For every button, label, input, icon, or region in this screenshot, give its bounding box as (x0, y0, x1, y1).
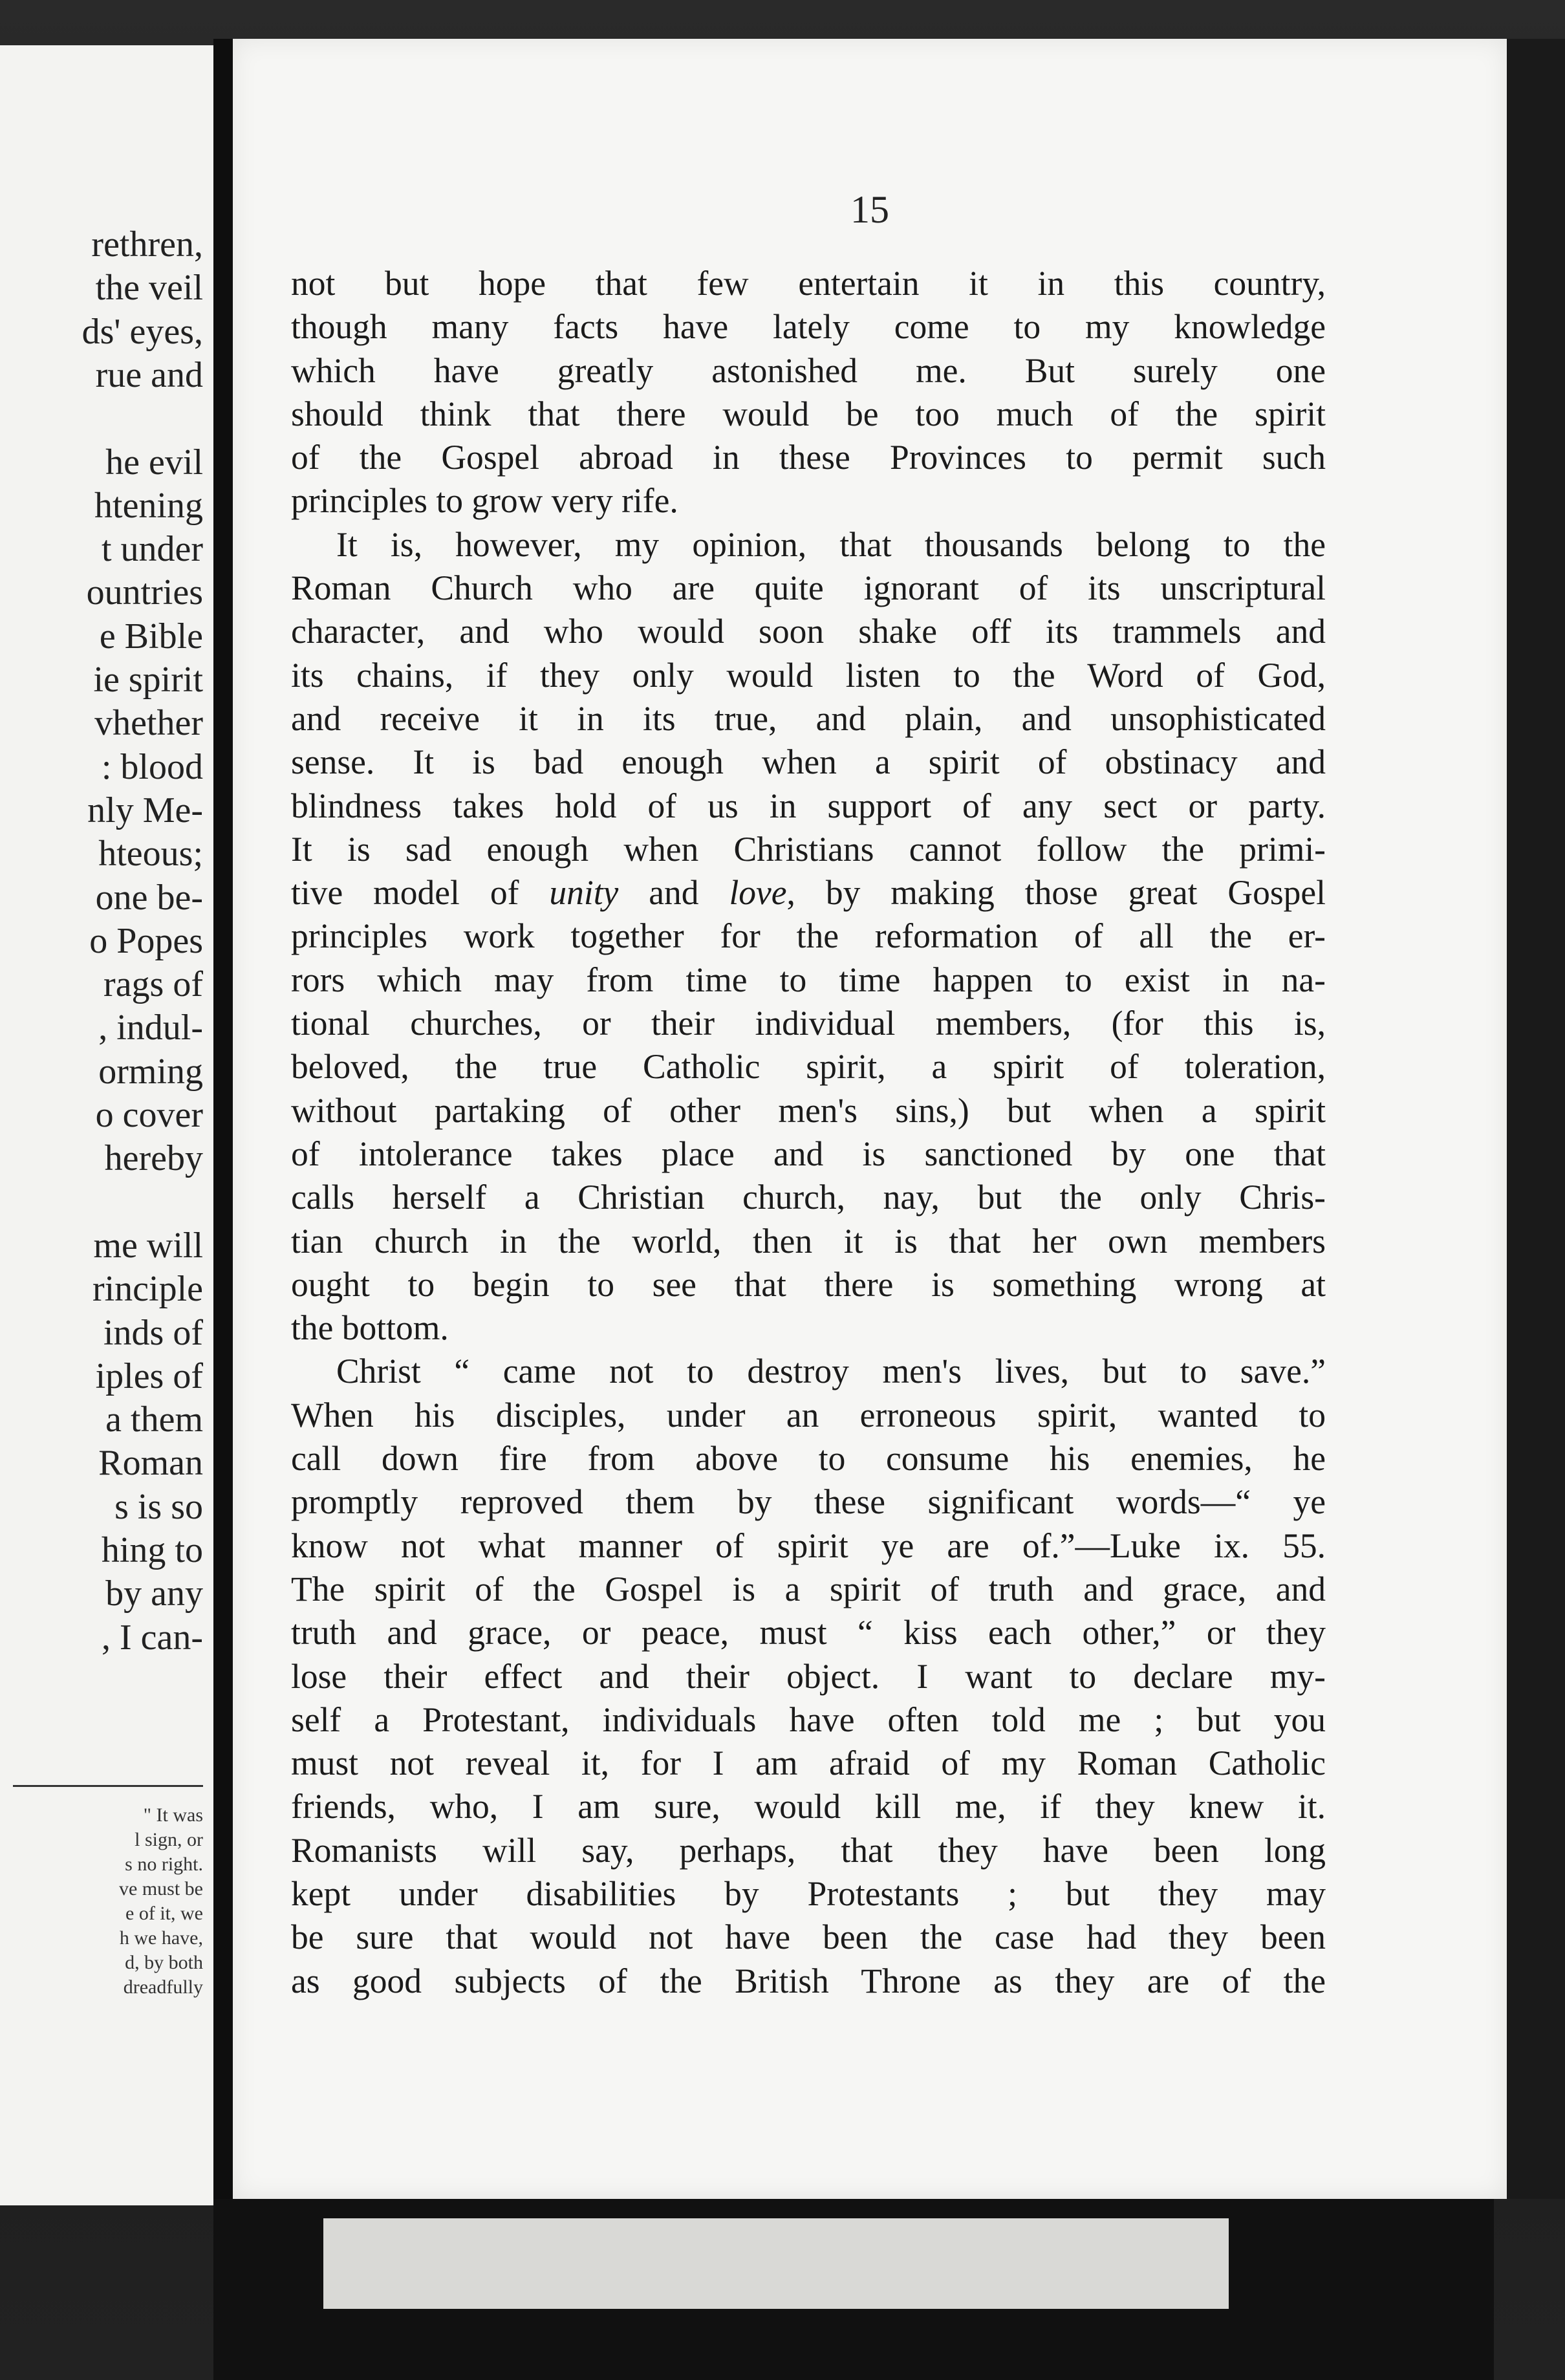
text-line: Roman Church who are quite ignorant of its unscriptural (291, 568, 1326, 608)
left-page-line: he evil (105, 442, 203, 482)
left-page-footnote-line: dreadfully (123, 1976, 203, 1998)
left-page-line: rethren, (91, 224, 203, 265)
text-line: call down fire from above to consume his enemies, he (291, 1439, 1326, 1478)
left-page-footnote-line: s no right. (125, 1854, 203, 1875)
underlying-page-strip (323, 2218, 1229, 2309)
text-line: not but hope that few entertain it in this country, (291, 264, 1326, 303)
text-line: kept under disabilities by Protestants ; but they may (291, 1874, 1326, 1913)
left-page-line: : blood (101, 746, 203, 787)
left-page-line: one be- (95, 877, 203, 918)
text-line: When his disciples, under an erroneous spirit, wanted to (291, 1395, 1326, 1434)
body-text (291, 262, 1326, 2003)
left-page-line: htening (94, 485, 203, 526)
text-line: beloved, the true Catholic spirit, a spirit of toleration, (291, 1047, 1326, 1087)
text-fragment: , by making those great Gospel (786, 873, 1326, 913)
text-line: friends, who, I am sure, would kill me, if they knew it. (291, 1787, 1326, 1826)
left-page-line: rinciple (92, 1269, 203, 1310)
text-line: and receive it in its true, and plain, and unsophisticated (291, 698, 1326, 738)
left-page-line: t under (101, 529, 203, 570)
left-page-footnote-line: ve must be (119, 1878, 203, 1899)
text-line: It is, however, my opinion, that thousands belong to the (336, 525, 1326, 564)
left-page-line: orming (98, 1051, 203, 1092)
text-line: must not reveal it, for I am afraid of my Roman Catholic (291, 1744, 1326, 1783)
text-line: should think that there would be too much of the spirit (291, 394, 1326, 433)
text-line: know not what manner of spirit ye are of.”—Luke ix. 55. (291, 1526, 1326, 1565)
left-page-line: rags of (103, 964, 203, 1005)
text-line: sense. It is bad enough when a spirit of obstinacy and (291, 742, 1326, 782)
left-page-footnote-line: e of it, we (125, 1903, 203, 1924)
left-page-line: ds' eyes, (81, 311, 203, 352)
text-line: its chains, if they only would listen to the Word of God, (291, 655, 1326, 695)
text-line: be sure that would not have been the case had they been (291, 1918, 1326, 1957)
text-line: truth and grace, or peace, must “ kiss each other,” or they (291, 1613, 1326, 1652)
left-page-line: ie spirit (93, 660, 203, 700)
text-line: though many facts have lately come to my knowledge (291, 307, 1326, 347)
text-line: Christ “ came not to destroy men's lives, but to save.” (336, 1352, 1326, 1391)
left-page-line: , indul- (98, 1008, 203, 1048)
text-fragment: tive model of (291, 873, 550, 913)
text-line: the bottom. (291, 1308, 449, 1348)
text-fragment: and (618, 873, 729, 913)
left-page-footnote-line: h we have, (119, 1927, 203, 1949)
left-page-line: Roman (98, 1443, 203, 1484)
left-page-line: , I can- (101, 1617, 203, 1658)
right-scan-edge (1507, 39, 1565, 2199)
text-line: tian church in the world, then it is that her own members (291, 1221, 1326, 1260)
text-line: rors which may from time to time happen to exist in na- (291, 960, 1326, 999)
text-line: The spirit of the Gospel is a spirit of truth and grace, and (291, 1569, 1326, 1608)
left-page-line: a them (105, 1400, 203, 1440)
left-page-line: me will (93, 1225, 203, 1266)
page-number: 15 (850, 188, 889, 231)
left-page-line: e Bible (99, 616, 203, 656)
text-line: character, and who would soon shake off its trammels and (291, 612, 1326, 651)
text-line: Romanists will say, perhaps, that they have been long (291, 1830, 1326, 1870)
left-page-line: rue and (95, 354, 203, 395)
text-line: calls herself a Christian church, nay, but the only Chris- (291, 1178, 1326, 1217)
text-line: blindness takes hold of us in support of any sect or party. (291, 786, 1326, 825)
text-line: of the Gospel abroad in these Provinces to permit such (291, 438, 1326, 477)
text-line: It is sad enough when Christians cannot follow the primi- (291, 829, 1326, 869)
text-line: self a Protestant, individuals have often told me ; but you (291, 1700, 1326, 1739)
left-page-line: hereby (104, 1138, 203, 1179)
left-page-line: ountries (86, 572, 203, 613)
text-line: ought to begin to see that there is something wrong at (291, 1264, 1326, 1304)
text-line: of intolerance takes place and is sanctioned by one that (291, 1134, 1326, 1173)
left-page-line: o Popes (89, 920, 203, 961)
left-page-footnote-line: d, by both (125, 1952, 203, 1973)
book-gutter (213, 39, 233, 2205)
text-line: tional churches, or their individual members, (for this is, (291, 1004, 1326, 1043)
left-page-line: o cover (95, 1095, 203, 1135)
text-line: principles to grow very rife. (291, 481, 678, 521)
left-page-line: inds of (103, 1312, 203, 1353)
left-facing-page (0, 45, 213, 2205)
text-line: as good subjects of the British Throne as they are of the (291, 1961, 1326, 2000)
left-page-footnote-line: " It was (143, 1804, 203, 1826)
text-line (291, 871, 1326, 914)
left-page-line: vhether (94, 703, 203, 744)
emphasized-word: love (729, 873, 787, 913)
left-page-line: the veil (95, 268, 203, 308)
text-line: without partaking of other men's sins,) but when a spirit (291, 1090, 1326, 1130)
footnote-rule (13, 1785, 203, 1787)
emphasized-word: unity (549, 873, 619, 913)
left-page-line: s is so (114, 1486, 203, 1527)
left-page-footnote-line: l sign, or (135, 1829, 203, 1850)
main-page (233, 39, 1507, 2199)
left-page-line: nly Me- (87, 790, 203, 830)
left-page-line: hteous; (98, 834, 203, 874)
left-page-line: by any (105, 1574, 203, 1614)
text-line: lose their effect and their object. I want to declare my- (291, 1656, 1326, 1696)
left-page-line: iples of (95, 1356, 203, 1396)
text-line: promptly reproved them by these significant words—“ ye (291, 1482, 1326, 1522)
text-line: principles work together for the reformation of all the er- (291, 916, 1326, 956)
left-page-line: hing to (101, 1530, 203, 1570)
text-line: which have greatly astonished me. But surely one (291, 351, 1326, 390)
